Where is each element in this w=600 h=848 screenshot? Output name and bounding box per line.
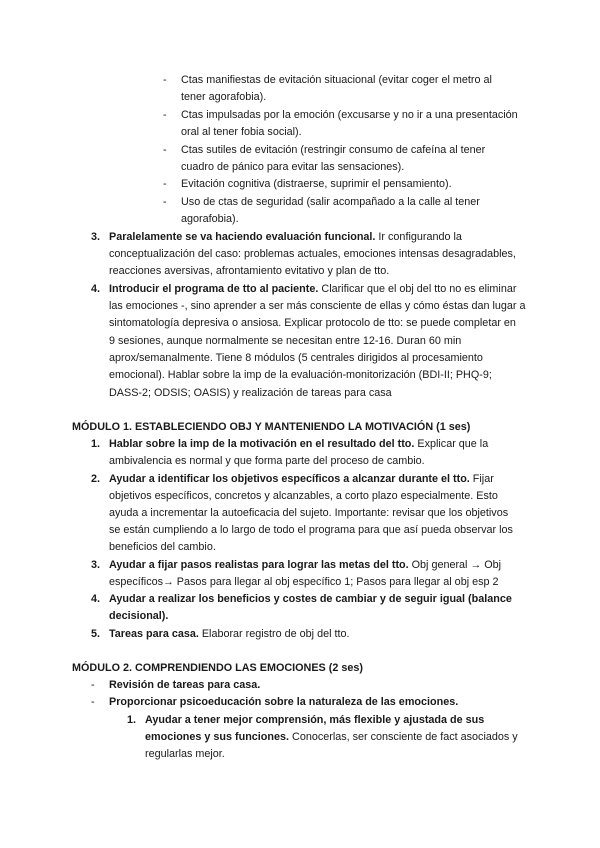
section-heading: MÓDULO 2. COMPRENDIENDO LAS EMOCIONES (2 ses) — [72, 662, 363, 674]
list-item-line: específicos→ Pasos para llegar al obj específico 1; Pasos para llegar al obj esp 2 — [109, 576, 499, 588]
list-item-bold: Ayudar a fijar pasos realistas para lograr las metas del tto. — [109, 559, 409, 571]
list-item-line — [109, 436, 488, 454]
list-item-line: ambivalencia es normal y que forma parte del proceso de cambio. — [109, 455, 425, 467]
list-item-line: conceptualización del caso: problemas actuales, emociones intensas desagradables, — [109, 248, 516, 260]
list-item-line — [109, 557, 501, 575]
list-item-line: sintomatología depresiva o ansiosa. Explicar protocolo de tto: se puede completar en — [109, 317, 516, 329]
list-item-line: objetivos específicos, concretos y alcanzables, a corto plazo especialmente. Esto — [109, 490, 498, 502]
bullet-dash: - — [91, 679, 95, 691]
bullet-line: Proporcionar psicoeducación sobre la naturaleza de las emociones. — [109, 696, 459, 708]
list-number: 4. — [91, 593, 101, 605]
list-item-bold: Paralelamente se va haciendo evaluación funcional. — [109, 231, 376, 243]
list-item-line — [109, 471, 494, 489]
list-item-line: reacciones aversivas, afrontamiento evitativo y plan de tto. — [109, 265, 390, 277]
list-item-line: 9 sesiones, aunque normalmente se necesitan entre 12-16. Duran 60 min — [109, 335, 462, 347]
list-item-line — [145, 729, 518, 747]
list-item-line: aprox/semanalmente. Tiene 8 módulos (5 centrales dirigidos al procesamiento — [109, 352, 483, 364]
bullet-line: tener agorafobia). — [181, 91, 267, 103]
bullet-dash: - — [163, 74, 167, 86]
list-item-line: regularlas mejor. — [145, 748, 225, 760]
list-item-line — [109, 229, 462, 247]
bullet-dash: - — [163, 196, 167, 208]
list-number: 3. — [91, 231, 101, 243]
section-heading: MÓDULO 1. ESTABLECIENDO OBJ Y MANTENIENDO LA MOTIVACIÓN (1 ses) — [72, 421, 471, 433]
bullet-line: Ctas manifiestas de evitación situacional (evitar coger el metro al — [181, 74, 492, 86]
list-item-bold: Hablar sobre la imp de la motivación en el resultado del tto. — [109, 438, 415, 450]
list-item-line: las emociones -, sino aprender a ser más consciente de ellas y cómo éstas dan lugar a — [109, 300, 526, 312]
list-number: 4. — [91, 283, 101, 295]
list-item-bold: Ayudar a identificar los objetivos específicos a alcanzar durante el tto. — [109, 473, 470, 485]
bullet-line: Ctas impulsadas por la emoción (excusarse y no ir a una presentación — [181, 109, 518, 121]
list-item-bold: emociones y sus funciones. — [145, 731, 290, 743]
list-number: 3. — [91, 559, 101, 571]
list-item-line: beneficios del cambio. — [109, 541, 216, 553]
list-number: 5. — [91, 628, 101, 640]
list-item-bold: Ayudar a realizar los beneficios y costes de cambiar y de seguir igual (balance — [109, 593, 512, 605]
bullet-dash: - — [163, 109, 167, 121]
bullet-line: oral al tener fobia social). — [181, 126, 302, 138]
list-item-line: Ayudar a tener mejor comprensión, más flexible y ajustada de sus — [145, 714, 485, 726]
list-item-line — [109, 626, 349, 644]
list-item-bold: Introducir el programa de tto al paciente. — [109, 283, 319, 295]
list-item-line: decisional). — [109, 610, 169, 622]
bullet-line: Revisión de tareas para casa. — [109, 679, 261, 691]
bullet-line: Ctas sutiles de evitación (restringir consumo de cafeína al tener — [181, 144, 486, 156]
list-item-line — [109, 281, 516, 299]
list-item-text: Ir configurando la — [375, 231, 462, 243]
bullet-dash: - — [91, 696, 95, 708]
bullet-line: Uso de ctas de seguridad (salir acompañado a la calle al tener — [181, 196, 480, 208]
bullet-dash: - — [163, 144, 167, 156]
list-item-text: Elaborar registro de obj del tto. — [198, 628, 350, 640]
list-item-text: Fijar — [469, 473, 494, 485]
list-item-bold: Tareas para casa. — [109, 628, 199, 640]
list-item-line: DASS-2; ODSIS; OASIS) y realización de tareas para casa — [109, 387, 392, 399]
list-item-line — [109, 591, 512, 609]
list-item-line: emocional). Hablar sobre la imp de la evaluación-monitorización (BDI-II; PHQ-9; — [109, 369, 492, 381]
bullet-line: cuadro de pánico para evitar las sensaciones). — [181, 161, 405, 173]
list-item-line: se están cumpliendo a lo largo de todo el programa para que así pueda observar los — [109, 524, 513, 536]
list-item-text: Obj general → Obj — [408, 559, 502, 571]
list-number: 1. — [91, 438, 101, 450]
list-item-text: Explicar que la — [414, 438, 489, 450]
list-item-text: Conocerlas, ser consciente de fact asociados y — [289, 731, 518, 743]
list-item-text: Clarificar que el obj del tto no es eliminar — [318, 283, 517, 295]
list-number: 1. — [127, 714, 137, 726]
list-number: 2. — [91, 473, 101, 485]
bullet-line: Evitación cognitiva (distraerse, suprimir el pensamiento). — [181, 178, 452, 190]
bullet-line: agorafobia). — [181, 213, 239, 225]
list-item-line: ayuda a incrementar la autoeficacia del sujeto. Importante: revisar que los objetivos — [109, 507, 509, 519]
bullet-dash: - — [163, 178, 167, 190]
